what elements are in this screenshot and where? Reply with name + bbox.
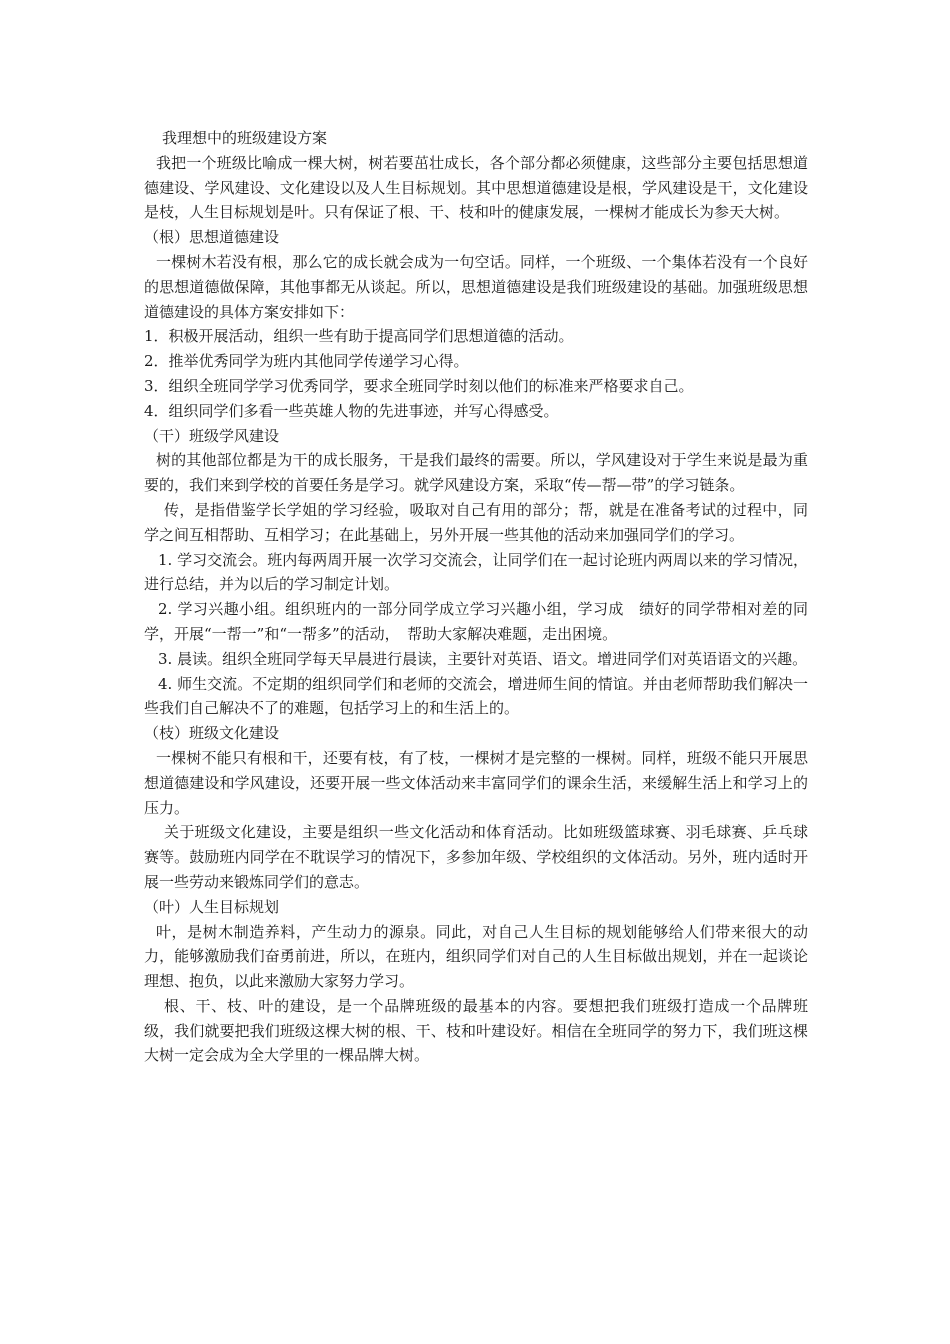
page-title: 我理想中的班级建设方案 [162, 129, 328, 147]
trunk-list-item: 1. 学习交流会。班内每两周开展一次学习交流会，让同学们在一起讨论班内两周以来的学习情况，进行总结，并为以后的学习制定计划。 [144, 550, 808, 594]
trunk-list-item: 4. 师生交流。不定期的组织同学们和老师的交流会，增进师生间的情谊。并由老师帮助我们解决一些我们自己解决不了的难题，包括学习上的和生活上的。 [144, 674, 808, 718]
trunk-list-item: 3. 晨读。组织全班同学每天早晨进行晨读，主要针对英语、语文。增进同学们对英语语文的兴趣。 [158, 649, 808, 668]
branch-paragraph: 一棵树不能只有根和干，还要有枝，有了枝，一棵树才是完整的一棵树。同样，班级不能只开展思想道德建设和学风建设，还要开展一些文体活动来丰富同学们的课余生活，来缓解生活上和学习上的压力。 [144, 748, 808, 817]
intro-paragraph: 我把一个班级比喻成一棵大树，树若要茁壮成长，各个部分都必须健康，这些部分主要包括思想道德建设、学风建设、文化建设以及人生目标规划。其中思想道德建设是根，学风建设是干，文化建设是枝，人生目标规划是叶。只有保证了根、干、枝和叶的健康发展，一棵树才能成长为参天大树。 [144, 153, 808, 222]
trunk-list-item: 2. 学习兴趣小组。组织班内的一部分同学成立学习兴趣小组，学习成 绩好的同学带相对差的同学，开展“一帮一”和“一帮多”的活动， 帮助大家解决难题，走出困境。 [144, 600, 808, 643]
branch-paragraph: 关于班级文化建设，主要是组织一些文化活动和体育活动。比如班级篮球赛、羽毛球赛、乒乓球赛等。鼓励班内同学在不耽误学习的情况下，多参加年级、学校组织的文体活动。另外，班内适时开展一些劳动来锻炼同学们的意志。 [144, 823, 808, 891]
trunk-paragraph: 传，是指借鉴学长学姐的学习经验，吸取对自己有用的部分；帮，就是在准备考试的过程中，同学之间互相帮助、互相学习；在此基础上，另外开展一些其他的活动来加强同学们的学习。 [144, 500, 808, 544]
section-heading-root: （根）思想道德建设 [144, 228, 280, 247]
trunk-paragraph: 树的其他部位都是为干的成长服务，干是我们最终的需要。所以，学风建设对于学生来说是最为重要的，我们来到学校的首要任务是学习。就学风建设方案，采取“传—帮—带”的学习链条。 [144, 451, 808, 495]
root-list-item: 4．组织同学们多看一些英雄人物的先进事迹，并写心得感受。 [144, 401, 559, 420]
section-heading-branch: （枝）班级文化建设 [144, 724, 280, 743]
root-paragraph: 一棵树木若没有根，那么它的成长就会成为一句空话。同样，一个班级、一个集体若没有一个良好的思想道德做保障，其他事都无从谈起。所以，思想道德建设是我们班级建设的基础。加强班级思想道德建设的具体方案安排如下： [144, 252, 808, 321]
document-body [144, 126, 808, 1068]
root-list-item: 3．组织全班同学学习优秀同学，要求全班同学时刻以他们的标准来严格要求自己。 [144, 376, 694, 395]
section-heading-leaf: （叶）人生目标规划 [144, 897, 280, 916]
section-heading-trunk: （干）班级学风建设 [144, 426, 280, 445]
leaf-paragraph: 叶，是树木制造养料，产生动力的源泉。同此，对自己人生目标的规划能够给人们带来很大的动力，能够激励我们奋勇前进，所以，在班内，组织同学们对自己的人生目标做出规划，并在一起谈论理想、抱负，以此来激励大家努力学习。 [144, 922, 808, 991]
root-list-item: 2．推举优秀同学为班内其他同学传递学习心得。 [144, 352, 469, 371]
root-list-item: 1．积极开展活动，组织一些有助于提高同学们思想道德的活动。 [144, 327, 574, 346]
conclusion-paragraph: 根、干、枝、叶的建设，是一个品牌班级的最基本的内容。要想把我们班级打造成一个品牌班级，我们就要把我们班级这棵大树的根、干、枝和叶建设好。相信在全班同学的努力下，我们班这棵大树一定会成为全大学里的一棵品牌大树。 [144, 996, 808, 1065]
